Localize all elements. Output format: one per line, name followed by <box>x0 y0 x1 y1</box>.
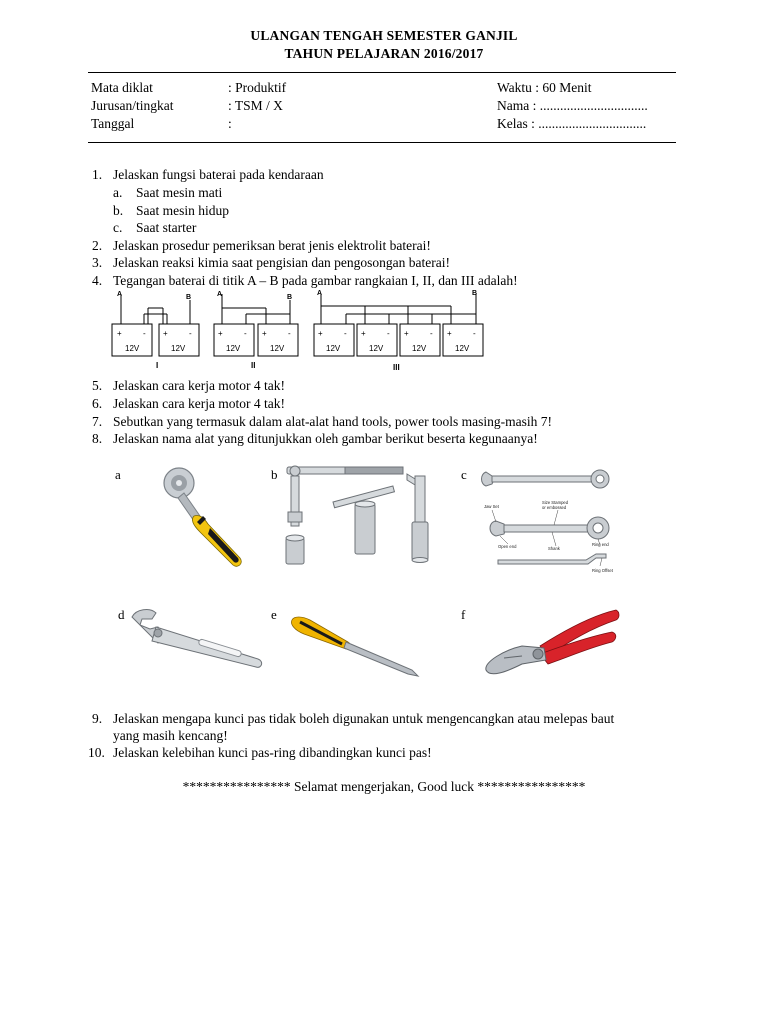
nama-field: Nama : ................................ <box>497 98 648 113</box>
plus-terminal: + <box>117 329 122 338</box>
option-text: Saat mesin hidup <box>136 203 229 218</box>
minus-terminal: - <box>387 329 390 338</box>
header-top-rule <box>88 72 676 73</box>
circuit-ii-label: II <box>251 361 256 370</box>
battery-voltage: 12V <box>369 344 384 353</box>
battery-voltage: 12V <box>412 344 427 353</box>
question-number: 4. <box>92 273 103 288</box>
question-number: 8. <box>92 431 103 446</box>
question-text: yang masih kencang! <box>113 728 228 743</box>
question-10 <box>0 745 768 763</box>
question-5 <box>0 378 768 396</box>
battery-voltage: 12V <box>171 344 186 353</box>
minus-terminal: - <box>244 329 247 338</box>
minus-terminal: - <box>189 329 192 338</box>
question-text: Jelaskan kelebihan kunci pas-ring dibandingkan kunci pas! <box>113 745 432 760</box>
battery-voltage: 12V <box>455 344 470 353</box>
size-stamped-label: Size Stamped <box>542 500 569 505</box>
tool-label-b: b <box>271 467 278 482</box>
ring-offset-label: Ring Offset <box>592 568 613 573</box>
battery-voltage: 12V <box>226 344 241 353</box>
point-b-label: B <box>472 290 478 297</box>
question-number: 7. <box>92 414 103 429</box>
open-end-label: Open end <box>498 544 517 549</box>
plus-terminal: + <box>262 329 267 338</box>
option-letter: b. <box>113 203 124 218</box>
plus-terminal: + <box>404 329 409 338</box>
question-text: Jelaskan mengapa kunci pas tidak boleh digunakan untuk mengencangkan atau melepas baut <box>113 711 615 726</box>
minus-terminal: - <box>344 329 347 338</box>
battery-voltage: 12V <box>326 344 341 353</box>
ratchet-image <box>160 466 250 570</box>
jurusan-value: : TSM / X <box>228 98 283 113</box>
closing-message: **************** Selamat mengerjakan, Good luck **************** <box>182 779 586 794</box>
question-6 <box>0 396 768 414</box>
question-9 <box>0 711 768 729</box>
question-text: Sebutkan yang termasuk dalam alat-alat hand tools, power tools masing-masih 7! <box>113 414 553 429</box>
minus-terminal: - <box>430 329 433 338</box>
waktu-field: Waktu : 60 Menit <box>497 80 592 95</box>
question-1 <box>0 167 768 185</box>
exam-title: ULANGAN TENGAH SEMESTER GANJIL <box>250 28 518 43</box>
question-number: 3. <box>92 255 103 270</box>
question-1c <box>0 220 768 238</box>
question-8 <box>0 431 768 449</box>
exam-year: TAHUN PELAJARAN 2016/2017 <box>284 46 484 61</box>
plus-terminal: + <box>163 329 168 338</box>
question-text: Jelaskan reaksi kimia saat pengisian dan pengosongan baterai! <box>113 255 451 270</box>
question-text: Jelaskan fungsi baterai pada kendaraan <box>113 167 324 182</box>
embossed-label: or embossed <box>542 505 567 510</box>
minus-terminal: - <box>473 329 476 338</box>
question-number: 1. <box>92 167 103 182</box>
jaw-set-label: Jaw Set <box>484 504 499 509</box>
point-a-label: A <box>117 291 123 298</box>
tool-label-d: d <box>118 607 125 622</box>
ring-end-label: Ring end <box>592 542 609 547</box>
mata-diklat-value: : Produktif <box>228 80 287 95</box>
point-a-label: A <box>217 291 223 298</box>
point-b-label: B <box>186 294 192 301</box>
plus-terminal: + <box>218 329 223 338</box>
option-letter: c. <box>113 220 123 235</box>
plus-terminal: + <box>318 329 323 338</box>
battery-voltage: 12V <box>270 344 285 353</box>
shank-label: Shank <box>548 546 560 551</box>
tanggal-value: : <box>228 116 232 131</box>
question-1a <box>0 185 768 203</box>
screwdriver-image <box>290 614 424 678</box>
t-handle-socket-image <box>285 464 455 570</box>
question-text: Tegangan baterai di titik A – B pada gambar rangkaian I, II, dan III adalah! <box>113 273 518 288</box>
question-number: 9. <box>92 711 103 726</box>
pliers-image <box>482 606 622 682</box>
question-number: 5. <box>92 378 103 393</box>
battery-voltage: 12V <box>125 344 140 353</box>
plus-terminal: + <box>447 329 452 338</box>
circuit-i-label: I <box>156 361 159 370</box>
tanggal-label: Tanggal <box>91 116 135 131</box>
question-3 <box>0 255 768 273</box>
header-bottom-rule <box>88 142 676 143</box>
tool-label-c: c <box>461 467 467 482</box>
question-number: 6. <box>92 396 103 411</box>
jurusan-label: Jurusan/tingkat <box>91 98 174 113</box>
plus-terminal: + <box>361 329 366 338</box>
question-text: Jelaskan nama alat yang ditunjukkan oleh gambar berikut beserta kegunaanya! <box>113 431 538 446</box>
tool-label-a: a <box>115 467 121 482</box>
combination-wrench-diagram <box>478 466 618 578</box>
question-text: Jelaskan cara kerja motor 4 tak! <box>113 378 286 393</box>
question-text: Jelaskan prosedur pemeriksan berat jenis elektrolit baterai! <box>113 238 431 253</box>
question-text: Jelaskan cara kerja motor 4 tak! <box>113 396 286 411</box>
question-7 <box>0 414 768 432</box>
option-text: Saat mesin mati <box>136 185 223 200</box>
kelas-field: Kelas : ................................ <box>497 116 647 131</box>
circuit-iii-label: III <box>393 363 400 372</box>
question-2 <box>0 238 768 256</box>
minus-terminal: - <box>288 329 291 338</box>
question-number: 2. <box>92 238 103 253</box>
option-text: Saat starter <box>136 220 197 235</box>
question-number: 10. <box>88 745 105 760</box>
point-b-label: B <box>287 294 293 301</box>
question-1b <box>0 203 768 221</box>
mata-diklat-label: Mata diklat <box>91 80 153 95</box>
tool-label-f: f <box>461 607 466 622</box>
point-a-label: A <box>317 290 323 297</box>
adjustable-wrench-image <box>128 607 268 671</box>
option-letter: a. <box>113 185 123 200</box>
tool-label-e: e <box>271 607 277 622</box>
minus-terminal: - <box>143 329 146 338</box>
question-9-cont <box>0 728 768 746</box>
battery-circuits-diagram <box>100 286 500 372</box>
